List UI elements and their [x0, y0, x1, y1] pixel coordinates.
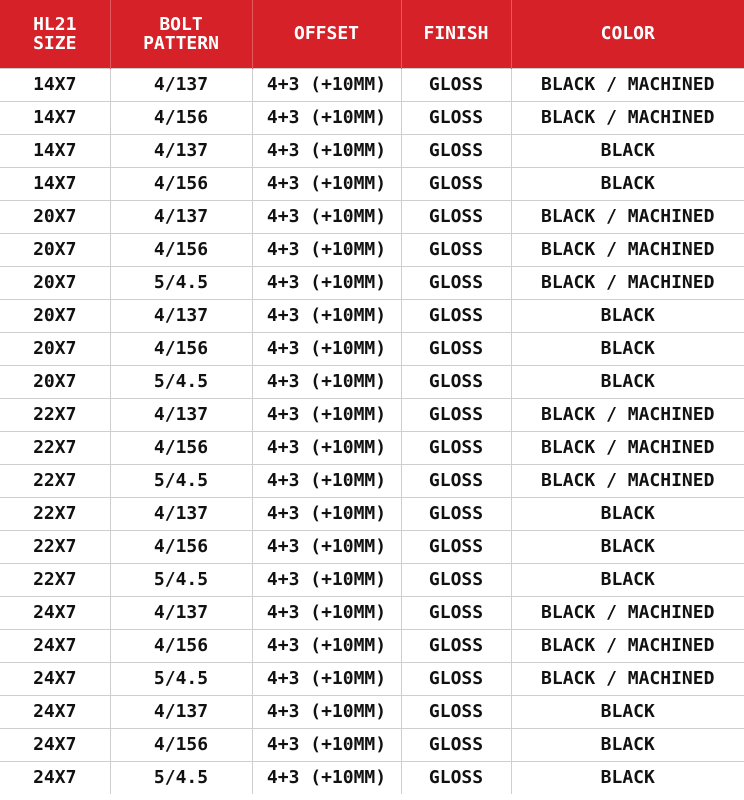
header-color: COLOR — [600, 23, 655, 45]
finish-cell: GLOSS — [401, 266, 511, 299]
size-cell: 24X7 — [0, 662, 110, 695]
size-cell: 20X7 — [0, 332, 110, 365]
offset-cell: 4+3 (+10MM) — [252, 167, 401, 200]
color-cell: BLACK — [511, 728, 744, 761]
finish-cell: GLOSS — [401, 200, 511, 233]
offset-cell: 4+3 (+10MM) — [252, 68, 401, 101]
offset-cell: 4+3 (+10MM) — [252, 629, 401, 662]
finish-cell: GLOSS — [401, 497, 511, 530]
finish-cell: GLOSS — [401, 629, 511, 662]
color-cell: BLACK / MACHINED — [511, 200, 744, 233]
table-row — [0, 497, 744, 530]
finish-cell: GLOSS — [401, 332, 511, 365]
offset-cell: 4+3 (+10MM) — [252, 695, 401, 728]
size-cell: 14X7 — [0, 134, 110, 167]
offset-cell: 4+3 (+10MM) — [252, 233, 401, 266]
bolt-pattern-cell: 5/4.5 — [110, 464, 252, 497]
color-cell: BLACK — [511, 530, 744, 563]
bolt-pattern-cell: 5/4.5 — [110, 365, 252, 398]
color-cell: BLACK — [511, 332, 744, 365]
offset-cell: 4+3 (+10MM) — [252, 332, 401, 365]
bolt-pattern-cell: 4/156 — [110, 233, 252, 266]
finish-cell: GLOSS — [401, 662, 511, 695]
color-cell: BLACK — [511, 167, 744, 200]
size-cell: 24X7 — [0, 629, 110, 662]
table-row — [0, 530, 744, 563]
table-row — [0, 464, 744, 497]
bolt-pattern-cell: 5/4.5 — [110, 563, 252, 596]
bolt-pattern-cell: 4/137 — [110, 299, 252, 332]
size-cell: 22X7 — [0, 464, 110, 497]
bolt-pattern-cell: 4/137 — [110, 596, 252, 629]
offset-cell: 4+3 (+10MM) — [252, 299, 401, 332]
header-row — [0, 0, 744, 68]
header-finish: FINISH — [401, 0, 511, 68]
table-row — [0, 233, 744, 266]
size-cell: 24X7 — [0, 761, 110, 794]
offset-cell: 4+3 (+10MM) — [252, 761, 401, 794]
finish-cell: GLOSS — [401, 167, 511, 200]
color-cell: BLACK / MACHINED — [511, 101, 744, 134]
size-cell: 20X7 — [0, 266, 110, 299]
bolt-pattern-cell: 4/156 — [110, 167, 252, 200]
offset-cell: 4+3 (+10MM) — [252, 530, 401, 563]
table-body — [0, 68, 744, 794]
finish-cell: GLOSS — [401, 365, 511, 398]
color-cell: BLACK / MACHINED — [511, 233, 744, 266]
size-cell: 24X7 — [0, 596, 110, 629]
color-cell: BLACK / MACHINED — [511, 629, 744, 662]
header-bolt-pattern: BOLT PATTERN — [110, 0, 252, 68]
size-cell: 22X7 — [0, 431, 110, 464]
bolt-pattern-cell: 4/156 — [110, 530, 252, 563]
table-row — [0, 365, 744, 398]
finish-cell: GLOSS — [401, 563, 511, 596]
color-cell: BLACK / MACHINED — [511, 431, 744, 464]
bolt-pattern-cell: 4/137 — [110, 68, 252, 101]
bolt-pattern-cell: 4/156 — [110, 431, 252, 464]
size-cell: 20X7 — [0, 200, 110, 233]
size-cell: 20X7 — [0, 233, 110, 266]
table-row — [0, 761, 744, 794]
bolt-pattern-cell: 5/4.5 — [110, 266, 252, 299]
bolt-pattern-cell: 4/156 — [110, 332, 252, 365]
bolt-pattern-cell: 4/137 — [110, 695, 252, 728]
finish-cell: GLOSS — [401, 728, 511, 761]
table-header — [0, 0, 744, 68]
color-cell: BLACK — [511, 695, 744, 728]
color-cell: BLACK — [511, 365, 744, 398]
table-row — [0, 398, 744, 431]
size-cell: 14X7 — [0, 68, 110, 101]
color-cell: BLACK / MACHINED — [511, 266, 744, 299]
table-row — [0, 431, 744, 464]
finish-cell: GLOSS — [401, 530, 511, 563]
bolt-pattern-cell: 4/137 — [110, 398, 252, 431]
offset-cell: 4+3 (+10MM) — [252, 563, 401, 596]
finish-cell: GLOSS — [401, 398, 511, 431]
table-row — [0, 728, 744, 761]
size-cell: 24X7 — [0, 695, 110, 728]
bolt-pattern-cell: 5/4.5 — [110, 662, 252, 695]
finish-cell: GLOSS — [401, 299, 511, 332]
table-row — [0, 167, 744, 200]
finish-cell: GLOSS — [401, 101, 511, 134]
finish-cell: GLOSS — [401, 68, 511, 101]
color-cell: BLACK / MACHINED — [511, 68, 744, 101]
table-row — [0, 68, 744, 101]
bolt-pattern-cell: 4/156 — [110, 101, 252, 134]
offset-cell: 4+3 (+10MM) — [252, 464, 401, 497]
offset-cell: 4+3 (+10MM) — [252, 266, 401, 299]
size-cell: 22X7 — [0, 530, 110, 563]
offset-cell: 4+3 (+10MM) — [252, 398, 401, 431]
table-row — [0, 299, 744, 332]
bolt-pattern-cell: 4/137 — [110, 200, 252, 233]
offset-cell: 4+3 (+10MM) — [252, 431, 401, 464]
table-row — [0, 596, 744, 629]
color-cell: BLACK / MACHINED — [511, 596, 744, 629]
table-row — [0, 563, 744, 596]
bolt-pattern-cell: 4/137 — [110, 134, 252, 167]
finish-cell: GLOSS — [401, 431, 511, 464]
table-row — [0, 200, 744, 233]
finish-cell: GLOSS — [401, 464, 511, 497]
bolt-pattern-cell: 4/156 — [110, 629, 252, 662]
header-offset: OFFSET — [252, 0, 401, 68]
color-cell: BLACK — [511, 134, 744, 167]
table-row — [0, 332, 744, 365]
size-cell: 22X7 — [0, 563, 110, 596]
color-cell: BLACK / MACHINED — [511, 464, 744, 497]
header-size: HL21 SIZE — [0, 0, 110, 68]
offset-cell: 4+3 (+10MM) — [252, 200, 401, 233]
color-cell: BLACK — [511, 761, 744, 794]
size-cell: 24X7 — [0, 728, 110, 761]
size-cell: 14X7 — [0, 101, 110, 134]
table-row — [0, 662, 744, 695]
table-row — [0, 629, 744, 662]
bolt-pattern-cell: 4/137 — [110, 497, 252, 530]
table-row — [0, 266, 744, 299]
color-cell: BLACK — [511, 563, 744, 596]
size-cell: 20X7 — [0, 299, 110, 332]
offset-cell: 4+3 (+10MM) — [252, 497, 401, 530]
size-cell: 22X7 — [0, 497, 110, 530]
finish-cell: GLOSS — [401, 695, 511, 728]
offset-cell: 4+3 (+10MM) — [252, 596, 401, 629]
offset-cell: 4+3 (+10MM) — [252, 134, 401, 167]
finish-cell: GLOSS — [401, 761, 511, 794]
size-cell: 20X7 — [0, 365, 110, 398]
offset-cell: 4+3 (+10MM) — [252, 101, 401, 134]
finish-cell: GLOSS — [401, 233, 511, 266]
table-row — [0, 134, 744, 167]
color-cell: BLACK / MACHINED — [511, 662, 744, 695]
color-cell: BLACK / MACHINED — [511, 398, 744, 431]
table-row — [0, 695, 744, 728]
bolt-pattern-cell: 5/4.5 — [110, 761, 252, 794]
finish-cell: GLOSS — [401, 596, 511, 629]
table-row — [0, 101, 744, 134]
offset-cell: 4+3 (+10MM) — [252, 365, 401, 398]
finish-cell: GLOSS — [401, 134, 511, 167]
color-cell: BLACK — [511, 299, 744, 332]
offset-cell: 4+3 (+10MM) — [252, 662, 401, 695]
size-cell: 14X7 — [0, 167, 110, 200]
offset-cell: 4+3 (+10MM) — [252, 728, 401, 761]
bolt-pattern-cell: 4/156 — [110, 728, 252, 761]
color-cell: BLACK — [511, 497, 744, 530]
size-cell: 22X7 — [0, 398, 110, 431]
